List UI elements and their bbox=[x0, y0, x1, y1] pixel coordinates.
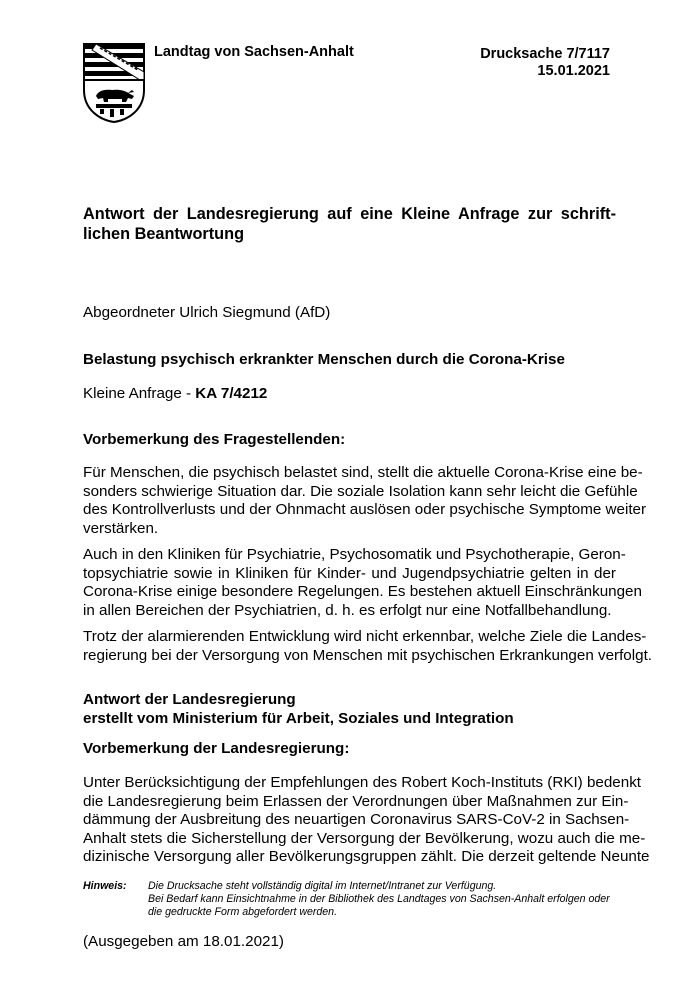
hint-line: die gedruckte Form abgefordert werden. bbox=[148, 906, 338, 918]
hint-text bbox=[148, 880, 618, 919]
text-line: topsychiatrie sowie in Kliniken für Kinder- und Jugendpsychiatrie gelten in der bbox=[83, 564, 616, 582]
text-line: Trotz der alarmierenden Entwicklung wird nicht erkennbar, welche Ziele die Landes- bbox=[83, 628, 647, 645]
document-date: 15.01.2021 bbox=[537, 63, 610, 79]
text-line: regierung bei der Versorgung von Menschen mit psychischen Erkrankungen verfolgt. bbox=[83, 646, 653, 664]
document-title bbox=[83, 205, 616, 244]
subject: Belastung psychisch erkrankter Menschen durch die Corona-Krise bbox=[83, 351, 565, 368]
text-line: verstärken. bbox=[83, 519, 159, 537]
text-line: Auch in den Kliniken für Psychiatrie, Psychosomatik und Psychotherapie, Geron- bbox=[83, 546, 626, 563]
questioner-heading: Vorbemerkung des Fragestellenden: bbox=[83, 431, 346, 448]
hint-line: Bei Bedarf kann Einsichtnahme in der Bibliothek des Landtages von Sachsen-Anhalt erfolgen oder bbox=[148, 893, 610, 905]
author: Abgeordneter Ulrich Siegmund (AfD) bbox=[83, 304, 331, 321]
hint-label: Hinweis: bbox=[83, 880, 127, 892]
text-line: des Kontrollverlusts und der Ohnmacht auslösen oder psychische Symptome weiter bbox=[83, 501, 647, 519]
text-line: dämmung der Ausbreitung des neuartigen Coronavirus SARS-CoV-2 in Sachsen- bbox=[83, 811, 630, 829]
text-line: sonders schwierige Situation dar. Die soziale Isolation kann sehr leicht die Gefühle bbox=[83, 482, 638, 500]
inquiry-prefix: Kleine Anfrage - bbox=[83, 385, 196, 402]
government-heading: Vorbemerkung der Landesregierung: bbox=[83, 740, 350, 757]
title-line: Antwort der Landesregierung auf eine Kleine Anfrage zur schrift- bbox=[83, 205, 616, 223]
inquiry-reference bbox=[83, 385, 267, 402]
questioner-paragraph-3 bbox=[83, 628, 653, 665]
answer-heading bbox=[83, 691, 514, 728]
government-paragraph-1 bbox=[83, 774, 650, 867]
issued-date: (Ausgegeben am 18.01.2021) bbox=[83, 933, 284, 950]
text-line: dizinische Versorgung aller Bevölkerungsgruppen zählt. Die derzeit geltende Neunte bbox=[83, 848, 650, 866]
text-line: Unter Berücksichtigung der Empfehlungen des Robert Koch-Instituts (RKI) bedenkt bbox=[83, 774, 642, 791]
questioner-paragraph-1 bbox=[83, 464, 647, 538]
text-line: in allen Bereichen der Psychiatrien, d. h. es erfolgt nur eine Notfallbehandlung. bbox=[83, 601, 612, 619]
coat-of-arms bbox=[82, 42, 146, 124]
hint-line: Die Drucksache steht vollständig digital im Internet/Intranet zur Verfügung. bbox=[148, 880, 497, 892]
text-line: Anhalt stets die Sicherstellung der Versorgung der Bevölkerung, wozu auch die me- bbox=[83, 829, 646, 847]
text-line: Corona-Krise einige besondere Regelungen. Es bestehen aktuell Einschränkungen bbox=[83, 583, 642, 601]
text-line: die Landesregierung beim Erlassen der Verordnungen über Maßnahmen zur Ein- bbox=[83, 792, 629, 810]
title-line: lichen Beantwortung bbox=[83, 224, 245, 243]
answer-line-1: Antwort der Landesregierung bbox=[83, 691, 296, 708]
text-line: Für Menschen, die psychisch belastet sind, stellt die aktuelle Corona-Krise eine be- bbox=[83, 464, 643, 481]
document-number: Drucksache 7/7117 bbox=[480, 46, 610, 62]
answer-line-2: erstellt vom Ministerium für Arbeit, Soziales und Integration bbox=[83, 709, 514, 727]
parliament-name: Landtag von Sachsen-Anhalt bbox=[154, 44, 354, 60]
questioner-paragraph-2 bbox=[83, 546, 642, 620]
coat-of-arms-icon bbox=[82, 42, 146, 124]
inquiry-number: KA 7/4212 bbox=[195, 385, 268, 402]
